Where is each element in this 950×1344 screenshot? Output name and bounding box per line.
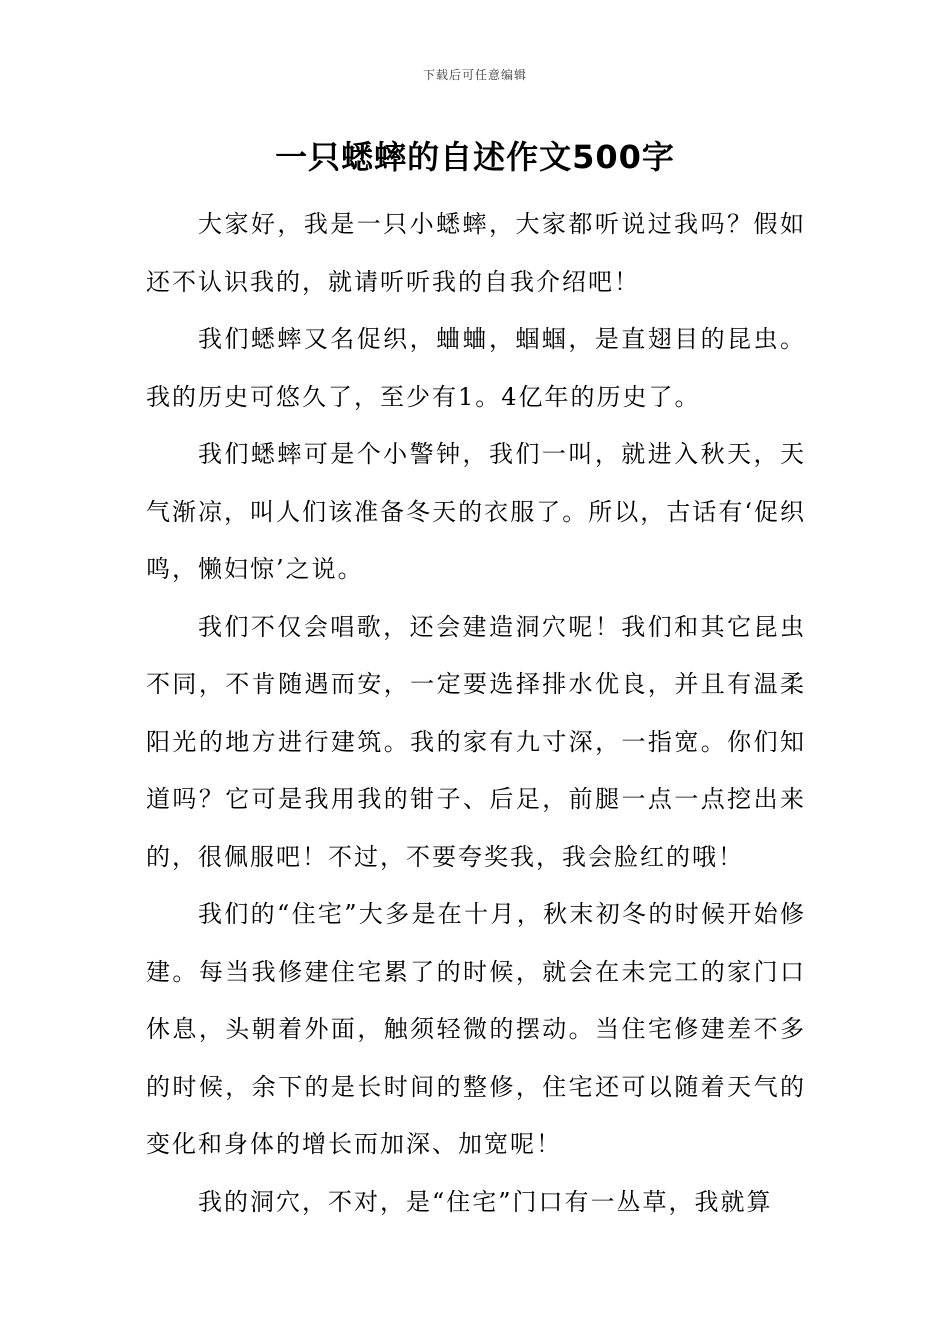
paragraph: 我们不仅会唱歌，还会建造洞穴呢！我们和其它昆虫不同，不肯随遇而安，一定要选择排水优良，并且有温柔阳光的地方进行建筑。我的家有九寸深，一指宽。你们知道吗？它可是我用我的钳子、后足，前腿一点一点挖出来的，很佩服吧！不过，不要夸奖我，我会脸红的哦！ — [146, 612, 806, 871]
page-title: 一只蟋蟀的自述作文500字 — [275, 138, 675, 176]
paragraph: 我的洞穴，不对，是“住宅”门口有一丛草，我就算 — [198, 1187, 773, 1216]
paragraph: 我们蟋蟀又名促织，蛐蛐，蝈蝈，是直翅目的昆虫。我的历史可悠久了，至少有1。4亿年的历史了。 — [146, 325, 806, 411]
essay-body — [146, 196, 806, 1231]
paragraph: 大家好，我是一只小蟋蟀，大家都听说过我吗？假如还不认识我的，就请听听我的自我介绍吧！ — [146, 210, 806, 296]
paragraph: 我们蟋蟀可是个小警钟，我们一叫，就进入秋天，天气渐凉，叫人们该准备冬天的衣服了。所以，古话有‘促织鸣，懒妇惊’之说。 — [146, 440, 806, 583]
paragraph: 我们的“住宅”大多是在十月，秋末初冬的时候开始修建。每当我修建住宅累了的时候，就会在未完工的家门口休息，头朝着外面，触须轻微的摆动。当住宅修建差不多的时候，余下的是长时间的整修，住宅还可以随着天气的变化和身体的增长而加深、加宽呢！ — [146, 900, 806, 1158]
header-note: 下载后可任意编辑 — [422, 68, 527, 82]
